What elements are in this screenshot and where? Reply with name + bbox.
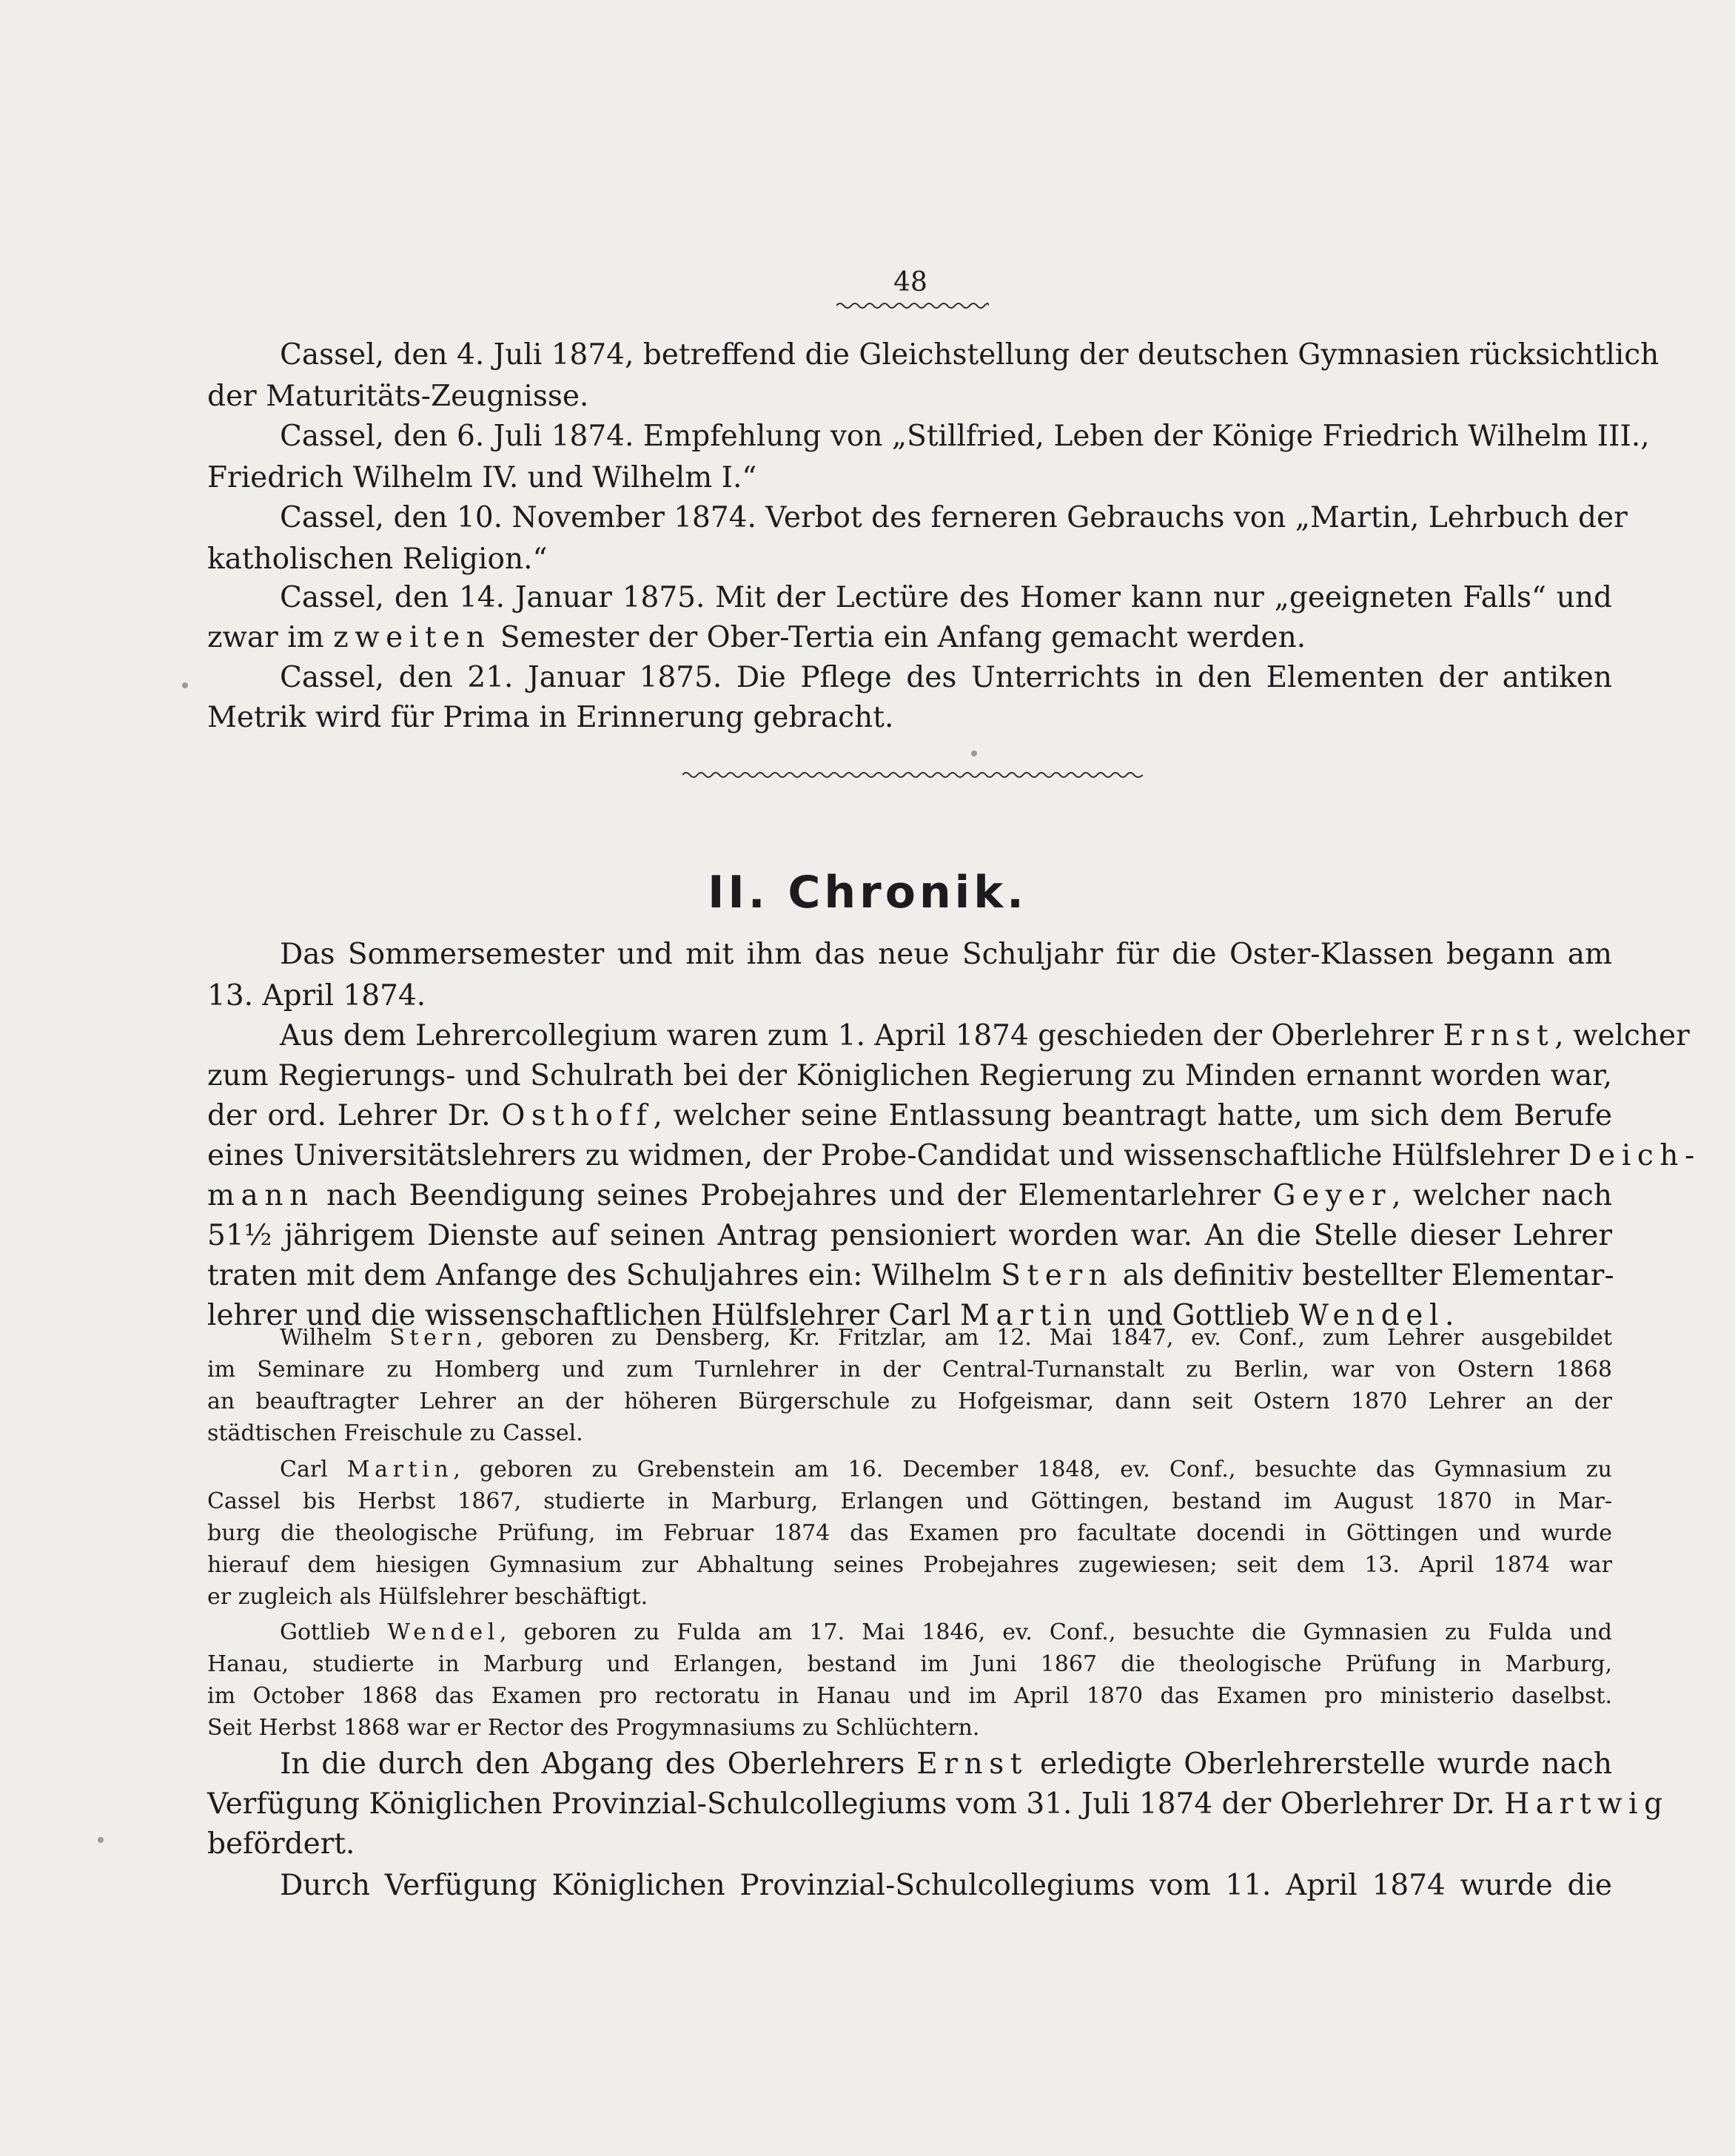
bio-stern-line-3: an beauftragter Lehrer an der höheren Bürgerschule zu Hofgeismar, dann seit Ostern 1870 Lehrer an der xyxy=(207,1388,1612,1414)
chronik-p2-line-3: der ord. Lehrer Dr. Osthoff, welcher seine Entlassung beantragt hatte, um sich dem Berufe xyxy=(207,1099,1612,1132)
chronik-p2-line-1: Aus dem Lehrercollegium waren zum 1. April 1874 geschieden der Oberlehrer Ernst, welcher xyxy=(280,1019,1690,1052)
decree-1-line-1: Cassel, den 4. Juli 1874, betreffend die Gleichstellung der deutschen Gymnasien rücksichtlich xyxy=(280,338,1660,372)
bio-stern-line-1: Wilhelm Stern, geboren zu Densberg, Kr. Fritzlar, am 12. Mai 1847, ev. Conf., zum Lehrer ausgebildet xyxy=(280,1325,1612,1351)
bio-wendel-line-1: Gottlieb Wendel, geboren zu Fulda am 17. Mai 1846, ev. Conf., besuchte die Gymnasien zu Fulda und xyxy=(280,1619,1612,1645)
bio-stern-line-2: im Seminare zu Homberg und zum Turnlehrer in der Central-Turnanstalt zu Berlin, war von Ostern 1868 xyxy=(207,1357,1612,1383)
chronik-p3-line-1: In die durch den Abgang des Oberlehrers Ernst erledigte Oberlehrerstelle wurde nach xyxy=(280,1747,1613,1781)
chronik-p2-line-6: 51½ jährigem Dienste auf seinen Antrag pensioniert worden war. An die Stelle dieser Lehrer xyxy=(207,1219,1612,1252)
bio-martin-line-2: Cassel bis Herbst 1867, studierte in Marburg, Erlangen und Göttingen, bestand im August 1870 in Mar- xyxy=(207,1488,1612,1514)
decree-list xyxy=(207,335,1660,734)
chronik-p1-line-1: Das Sommersemester und mit ihm das neue Schuljahr für die Oster-Klassen begann am xyxy=(280,938,1612,971)
chronik-p3-line-3: befördert. xyxy=(207,1827,355,1861)
chronik-p4-line-1: Durch Verfügung Königlichen Provinzial-Schulcollegiums vom 11. April 1874 wurde die xyxy=(280,1869,1612,1902)
chronik-main-text xyxy=(207,934,1701,1332)
bio-martin-line-4: hierauf dem hiesigen Gymnasium zur Abhaltung seines Probejahres zugewiesen; seit dem 13. April 1874 war xyxy=(207,1552,1612,1578)
bio-wendel-line-4: Seit Herbst 1868 war er Rector des Progymnasiums zu Schlüchtern. xyxy=(207,1715,980,1741)
section-heading: II. Chronik. xyxy=(708,867,1027,919)
chronik-p2-line-4: eines Universitätslehrers zu widmen, der Probe-Candidat und wissenschaftliche Hülfslehrer Deich- xyxy=(207,1139,1701,1172)
teacher-biographies xyxy=(207,1322,1613,1741)
page-number-ornament xyxy=(836,300,989,311)
bio-martin-line-3: burg die theologische Prüfung, im Februar 1874 das Examen pro facultate docendi in Göttingen und wurde xyxy=(207,1520,1612,1546)
decree-1-line-2: der Maturitäts-Zeugnisse. xyxy=(207,380,589,413)
decree-5-line-2: Metrik wird für Prima in Erinnerung gebracht. xyxy=(207,701,894,734)
decree-2-line-2: Friedrich Wilhelm IV. und Wilhelm I.“ xyxy=(207,461,757,494)
bio-stern-line-4: städtischen Freischule zu Cassel. xyxy=(207,1420,583,1446)
chronik-p3-line-2: Verfügung Königlichen Provinzial-Schulcollegiums vom 31. Juli 1874 der Oberlehrer Dr. Hartwig xyxy=(207,1787,1669,1821)
decree-3-line-2: katholischen Religion.“ xyxy=(207,543,548,576)
ink-speck xyxy=(98,1837,104,1843)
ink-speck xyxy=(971,750,977,756)
decree-5-line-1: Cassel, den 21. Januar 1875. Die Pflege des Unterrichts in den Elementen der antiken xyxy=(280,661,1612,694)
bio-martin-line-5: er zugleich als Hülfslehrer beschäftigt. xyxy=(207,1584,648,1610)
decree-4-line-2: zwar im zweiten Semester der Ober-Tertia ein Anfang gemacht werden. xyxy=(207,621,1306,654)
bio-wendel-line-3: im October 1868 das Examen pro rectoratu in Hanau und im April 1870 das Examen pro ministerio daselbst. xyxy=(207,1683,1612,1709)
ink-speck xyxy=(182,682,188,688)
chronik-p2-line-5: mann nach Beendigung seines Probejahres und der Elementarlehrer Geyer, welcher nach xyxy=(207,1179,1612,1212)
decree-3-line-1: Cassel, den 10. November 1874. Verbot des ferneren Gebrauchs von „Martin, Lehrbuch der xyxy=(280,501,1628,534)
chronik-p2-line-7: traten mit dem Anfange des Schuljahres ein: Wilhelm Stern als definitiv bestellter Elementar- xyxy=(207,1259,1614,1292)
chronik-p2-line-8: lehrer und die wissenschaftlichen Hülfslehrer Carl Martin und Gottlieb Wendel. xyxy=(207,1299,1454,1332)
page-number: 48 xyxy=(893,267,927,298)
chronik-p2-line-2: zum Regierungs- und Schulrath bei der Königlichen Regierung zu Minden ernannt worden war, xyxy=(207,1059,1612,1092)
bio-martin-line-1: Carl Martin, geboren zu Grebenstein am 16. December 1848, ev. Conf., besuchte das Gymnasium zu xyxy=(280,1457,1613,1482)
section-divider xyxy=(682,770,1143,780)
decree-2-line-1: Cassel, den 6. Juli 1874. Empfehlung von „Stillfried, Leben der Könige Friedrich Wilhelm III., xyxy=(280,420,1650,453)
bio-wendel-line-2: Hanau, studierte in Marburg und Erlangen, bestand im Juni 1867 die theologische Prüfung in Marburg, xyxy=(207,1651,1612,1677)
chronik-closing-text xyxy=(207,1744,1669,1936)
decree-4-line-1: Cassel, den 14. Januar 1875. Mit der Lectüre des Homer kann nur „geeigneten Falls“ und xyxy=(280,581,1612,614)
chronik-p1-line-2: 13. April 1874. xyxy=(207,979,426,1012)
